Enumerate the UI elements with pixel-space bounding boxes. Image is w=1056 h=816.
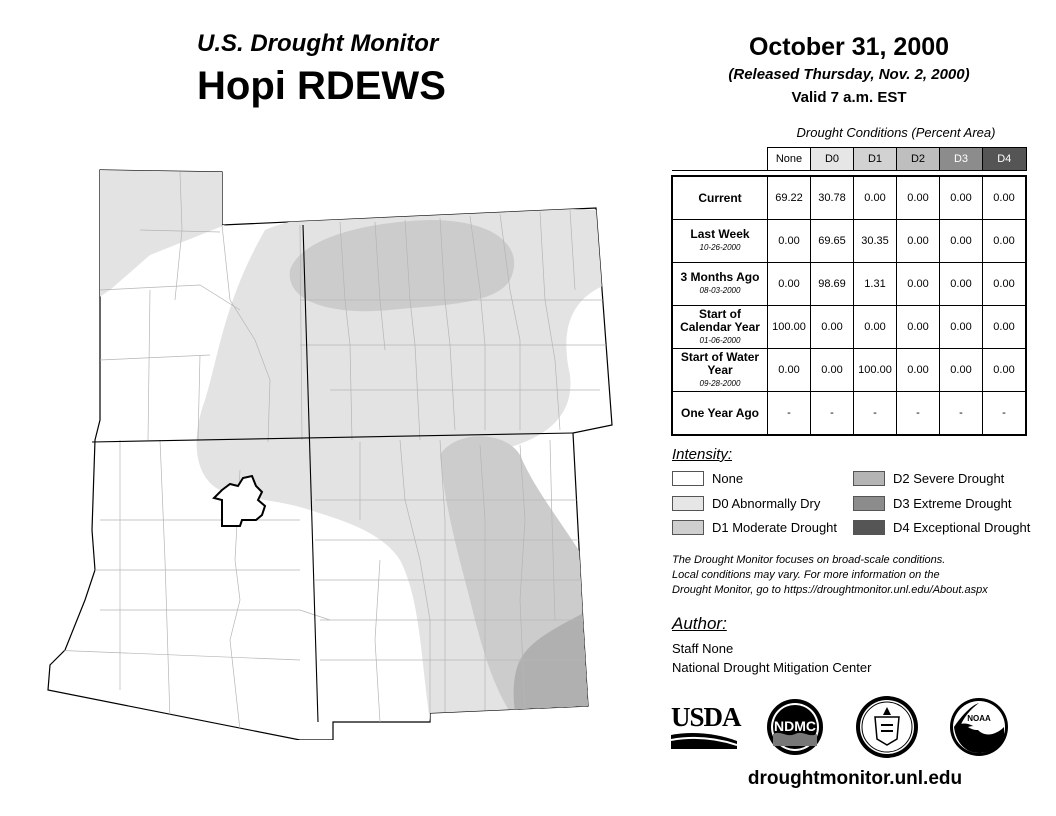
row-label-text: One Year Ago — [680, 405, 760, 420]
stats-cell: 0.00 — [983, 176, 1027, 220]
stats-cell: - — [811, 392, 854, 436]
valid-time: Valid 7 a.m. EST — [791, 89, 907, 106]
stats-row — [672, 349, 1026, 392]
stats-cell: - — [983, 392, 1027, 436]
stats-cell: 0.00 — [983, 349, 1027, 392]
author-name: Staff None — [672, 641, 734, 656]
row-label — [672, 306, 768, 349]
stats-cell: 0.00 — [768, 349, 811, 392]
stats-row — [672, 220, 1026, 263]
note-line-1: The Drought Monitor focuses on broad-scale conditions. — [672, 554, 946, 566]
stats-cell: 0.00 — [940, 306, 983, 349]
stats-row — [672, 392, 1026, 436]
legend-item-d4 — [853, 520, 1030, 535]
row-date: 01-06-2000 — [699, 335, 741, 345]
noaa-logo — [948, 697, 1010, 757]
stats-cell: - — [768, 392, 811, 436]
stats-cell: - — [940, 392, 983, 436]
legend-label: None — [712, 471, 744, 486]
row-label-text: Start of Calendar Year — [680, 306, 760, 334]
legend-label: D3 Extreme Drought — [893, 496, 1012, 511]
ndmc-logo-text: NDMC — [774, 718, 816, 734]
stats-cell: 69.22 — [768, 176, 811, 220]
col-header-d0: D0 — [811, 148, 854, 171]
stats-cell: - — [854, 392, 897, 436]
stats-cell: 0.00 — [897, 220, 940, 263]
row-label — [672, 220, 768, 263]
drought-stats-table — [671, 147, 1027, 436]
legend-item-d1 — [672, 520, 837, 535]
stats-cell: 0.00 — [897, 263, 940, 306]
col-header-d2: D2 — [897, 148, 940, 171]
header-blank — [672, 148, 768, 171]
legend-item-d0 — [672, 496, 820, 511]
table-header-row — [672, 148, 1026, 171]
legend-item-d3 — [853, 496, 1012, 511]
ndmc-logo — [765, 698, 825, 756]
stats-row — [672, 263, 1026, 306]
row-date: 10-26-2000 — [699, 243, 741, 252]
row-label — [672, 263, 768, 306]
stats-cell: 0.00 — [854, 176, 897, 220]
stats-body — [672, 176, 1026, 435]
stats-row — [672, 306, 1026, 349]
swatch-d2 — [853, 471, 885, 486]
stats-cell: 69.65 — [811, 220, 854, 263]
col-header-none: None — [768, 148, 811, 171]
col-header-d3: D3 — [940, 148, 983, 171]
stats-cell: 0.00 — [897, 306, 940, 349]
stats-cell: 30.78 — [811, 176, 854, 220]
stats-cell: 1.31 — [854, 263, 897, 306]
usda-logo-text: USDA — [671, 702, 741, 732]
map-subtitle: U.S. Drought Monitor — [197, 30, 439, 57]
stats-cell: 100.00 — [768, 306, 811, 349]
swatch-d3 — [853, 496, 885, 511]
stats-cell: - — [897, 392, 940, 436]
legend-label: D2 Severe Drought — [893, 471, 1005, 486]
stats-cell: 0.00 — [897, 176, 940, 220]
commerce-seal-logo — [855, 695, 919, 759]
row-label-text: Last Week — [690, 227, 750, 241]
map-title: Hopi RDEWS — [197, 64, 446, 108]
row-label-text: Current — [698, 190, 742, 205]
author-heading: Author: — [672, 614, 727, 633]
stats-cell: 0.00 — [940, 220, 983, 263]
legend-label: D1 Moderate Drought — [712, 520, 838, 535]
table-caption: Drought Conditions (Percent Area) — [796, 125, 996, 140]
drought-map — [40, 160, 640, 740]
row-label — [672, 176, 768, 220]
footer-website-link[interactable]: droughtmonitor.unl.edu — [747, 768, 963, 789]
stats-cell: 0.00 — [940, 349, 983, 392]
swatch-d0 — [672, 496, 704, 511]
row-label-text: Start of Water Year — [680, 349, 760, 377]
map-date: October 31, 2000 — [748, 33, 950, 61]
stats-cell: 0.00 — [983, 220, 1027, 263]
stats-cell: 0.00 — [983, 306, 1027, 349]
row-label-text: 3 Months Ago — [680, 270, 760, 284]
stats-cell: 0.00 — [768, 263, 811, 306]
disclaimer-note — [672, 553, 1042, 598]
stats-cell: 0.00 — [811, 306, 854, 349]
stats-row — [672, 176, 1026, 220]
swatch-d4 — [853, 520, 885, 535]
legend-item-none — [672, 471, 743, 486]
legend-item-d2 — [853, 471, 1004, 486]
stats-cell: 0.00 — [897, 349, 940, 392]
stats-cell: 0.00 — [940, 263, 983, 306]
stats-cell: 0.00 — [768, 220, 811, 263]
stats-cell: 100.00 — [854, 349, 897, 392]
stats-cell: 0.00 — [854, 306, 897, 349]
row-date: 08-03-2000 — [699, 286, 741, 295]
stats-cell: 0.00 — [983, 263, 1027, 306]
stats-cell: 30.35 — [854, 220, 897, 263]
stats-cell: 0.00 — [940, 176, 983, 220]
col-header-d4: D4 — [983, 148, 1027, 171]
row-label — [672, 349, 768, 392]
noaa-logo-text: NOAA — [967, 714, 991, 723]
release-date: (Released Thursday, Nov. 2, 2000) — [728, 66, 970, 83]
legend-title: Intensity: — [672, 446, 733, 463]
note-line-3: Drought Monitor, go to https://droughtmonitor.unl.edu/About.aspx — [672, 584, 988, 596]
usda-swoosh-icon — [671, 731, 737, 749]
legend-label: D4 Exceptional Drought — [893, 520, 1031, 535]
row-label — [672, 392, 768, 436]
stats-cell: 0.00 — [811, 349, 854, 392]
usda-logo — [671, 702, 741, 749]
author-organization: National Drought Mitigation Center — [672, 660, 872, 675]
note-line-2: Local conditions may vary. For more information on the — [672, 569, 940, 581]
col-header-d1: D1 — [854, 148, 897, 171]
legend-label: D0 Abnormally Dry — [712, 496, 821, 511]
stats-cell: 98.69 — [811, 263, 854, 306]
swatch-none — [672, 471, 704, 486]
row-date: 09-28-2000 — [699, 378, 741, 388]
swatch-d1 — [672, 520, 704, 535]
